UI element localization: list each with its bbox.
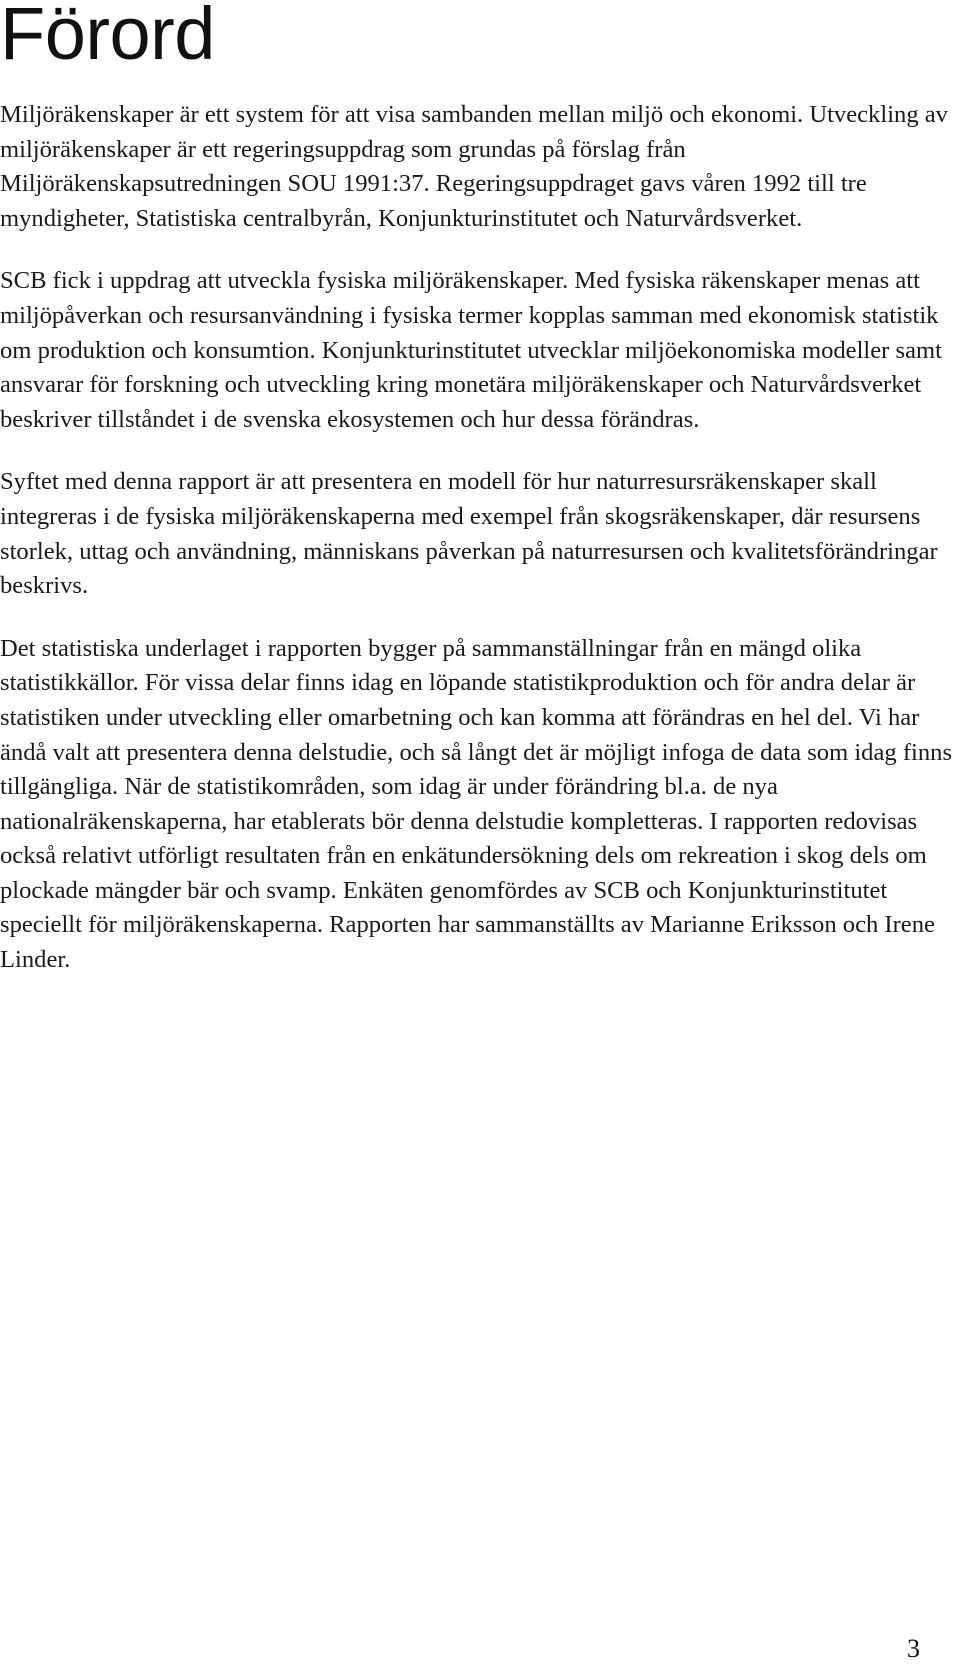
page-number: 3 [907, 1634, 920, 1663]
paragraph-scb-assignment: SCB fick i uppdrag att utveckla fysiska miljöräkenskaper. Med fysiska räkenskaper menas att miljöpåverkan och resursanvändning i fysiska termer kopplas samman med ekonomisk statistik om produktion och konsumtion. Konjunkturinstitutet utvecklar miljöekonomiska modeller samt ansvarar för forskning och utveckling kring monetära miljöräkenskaper och Naturvårdsverket beskriver tillståndet i de svenska ekosystemen och hur dessa förändras. [0, 267, 942, 433]
page-heading: Förord [0, 0, 215, 75]
body-text [0, 98, 956, 978]
paragraph-statistical-basis: Det statistiska underlaget i rapporten bygger på sammanställningar från en mängd olika statistikkällor. För vissa delar finns idag en löpande statistikproduktion och för andra delar är statistiken under utveckling eller omarbetning och kan komma att förändras en hel del. Vi har ändå valt att presentera denna delstudie, och så långt det är möjligt infoga de data som idag finns tillgängliga. När de statistikområden, som idag är under förändring bl.a. de nya nationalräkenskaperna, har etablerats bör denna delstudie kompletteras. I rapporten redovisas också relativt utförligt resultaten från en enkätundersökning dels om rekreation i skog dels om plockade mängder bär och svamp. Enkäten genomfördes av SCB och Konjunkturinstitutet speciellt för miljöräkenskaperna. Rapporten har sammanställts av Marianne Eriksson och Irene Linder. [0, 634, 953, 974]
paragraph-purpose: Syftet med denna rapport är att presentera en modell för hur naturresursräkenskaper skall integreras i de fysiska miljöräkenskaperna med exempel från skogsräkenskaper, där resursens storlek, uttag och användning, människans påverkan på naturresursen och kvalitetsförändringar beskrivs. [0, 468, 938, 600]
paragraph-intro: Miljöräkenskaper är ett system för att visa sambanden mellan miljö och ekonomi. Utveckling av miljöräkenskaper är ett regeringsuppdrag som grundas på förslag från Miljöräkenskapsutredningen SOU 1991:37. Regeringsuppdraget gavs våren 1992 till tre myndigheter, Statistiska centralbyrån, Konjunkturinstitutet och Naturvårdsverket. [0, 101, 948, 232]
